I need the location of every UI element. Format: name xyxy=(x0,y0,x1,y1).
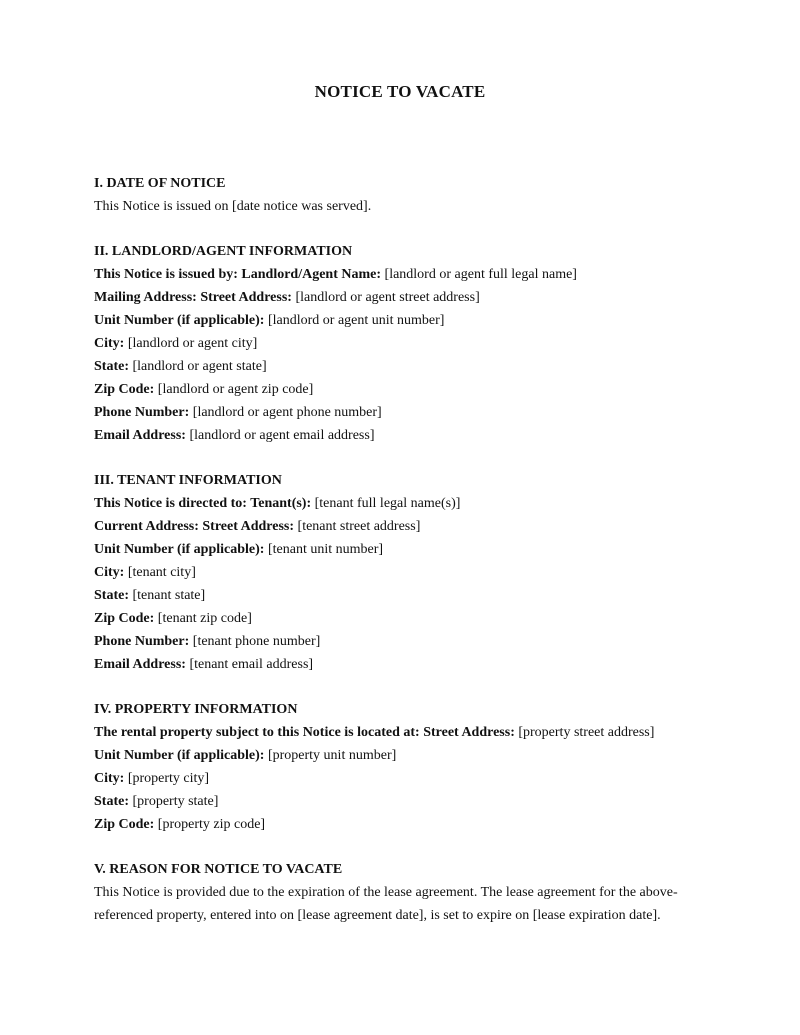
reason-paragraph-line: referenced property, entered into on [lease agreement date], is set to expire on [lease expiration date]. xyxy=(94,908,661,923)
field-property-city xyxy=(94,767,706,790)
field-landlord-unit-number xyxy=(94,309,706,332)
field-value: [landlord or agent email address] xyxy=(189,428,375,443)
field-label: Email Address: xyxy=(94,428,186,443)
field-label: Email Address: xyxy=(94,657,186,672)
field-value: [tenant city] xyxy=(127,565,196,580)
field-value: [property street address] xyxy=(518,725,655,740)
field-label: Unit Number (if applicable): xyxy=(94,748,265,763)
field-label: Zip Code: xyxy=(94,611,155,626)
field-label: State: xyxy=(94,794,129,809)
reason-paragraph-line: This Notice is provided due to the expiration of the lease agreement. The lease agreement for the above- xyxy=(94,885,678,900)
field-tenant-zip-code xyxy=(94,607,706,630)
section-heading: II. LANDLORD/AGENT INFORMATION xyxy=(94,244,353,259)
field-tenant-name xyxy=(94,492,706,515)
field-label: State: xyxy=(94,588,129,603)
field-property-state xyxy=(94,790,706,813)
field-value: [landlord or agent zip code] xyxy=(157,382,314,397)
field-label: Unit Number (if applicable): xyxy=(94,542,265,557)
document-body xyxy=(94,172,706,949)
field-label: Current Address: Street Address: xyxy=(94,519,295,534)
section-heading: I. DATE OF NOTICE xyxy=(94,176,226,191)
field-value: [landlord or agent state] xyxy=(132,359,267,374)
field-value: [landlord or agent street address] xyxy=(295,290,480,305)
field-label: The rental property subject to this Notice is located at: Street Address: xyxy=(94,725,515,740)
section-date-of-notice xyxy=(94,172,706,218)
field-value: [tenant unit number] xyxy=(267,542,384,557)
field-value: [landlord or agent unit number] xyxy=(267,313,445,328)
section-heading: III. TENANT INFORMATION xyxy=(94,473,282,488)
field-value: [tenant street address] xyxy=(297,519,421,534)
field-label: This Notice is issued by: Landlord/Agent Name: xyxy=(94,267,382,282)
field-tenant-email-address xyxy=(94,653,706,676)
section-landlord-information xyxy=(94,240,706,447)
field-value: [tenant full legal name(s)] xyxy=(314,496,461,511)
section-tenant-information xyxy=(94,469,706,676)
field-value: [landlord or agent phone number] xyxy=(192,405,382,420)
field-label: City: xyxy=(94,771,125,786)
field-label: State: xyxy=(94,359,129,374)
field-value: [tenant zip code] xyxy=(157,611,252,626)
field-label: City: xyxy=(94,565,125,580)
field-property-zip-code xyxy=(94,813,706,836)
field-tenant-unit-number xyxy=(94,538,706,561)
field-value: [property city] xyxy=(127,771,210,786)
field-value: [landlord or agent city] xyxy=(127,336,258,351)
field-label: Zip Code: xyxy=(94,382,155,397)
field-label: Unit Number (if applicable): xyxy=(94,313,265,328)
section-heading: IV. PROPERTY INFORMATION xyxy=(94,702,298,717)
field-label: Zip Code: xyxy=(94,817,155,832)
field-value: [property zip code] xyxy=(157,817,266,832)
field-label: City: xyxy=(94,336,125,351)
field-property-street-address xyxy=(94,721,706,744)
section-reason-for-notice xyxy=(94,858,706,927)
field-landlord-name xyxy=(94,263,706,286)
field-value: [property state] xyxy=(132,794,219,809)
field-label: Phone Number: xyxy=(94,405,190,420)
document-title: NOTICE TO VACATE xyxy=(314,82,486,101)
field-value: [tenant email address] xyxy=(189,657,314,672)
field-landlord-phone-number xyxy=(94,401,706,424)
field-property-unit-number xyxy=(94,744,706,767)
field-tenant-phone-number xyxy=(94,630,706,653)
field-label: Mailing Address: Street Address: xyxy=(94,290,292,305)
field-value: [landlord or agent full legal name] xyxy=(384,267,577,282)
field-landlord-email-address xyxy=(94,424,706,447)
field-landlord-city xyxy=(94,332,706,355)
field-label: Phone Number: xyxy=(94,634,190,649)
field-tenant-city xyxy=(94,561,706,584)
section-heading: V. REASON FOR NOTICE TO VACATE xyxy=(94,862,343,877)
field-value: [tenant state] xyxy=(132,588,206,603)
field-tenant-state xyxy=(94,584,706,607)
field-value: [property unit number] xyxy=(267,748,397,763)
field-landlord-street-address xyxy=(94,286,706,309)
field-value: [tenant phone number] xyxy=(192,634,321,649)
section-text: This Notice is issued on [date notice was served]. xyxy=(94,199,372,214)
field-landlord-state xyxy=(94,355,706,378)
field-label: This Notice is directed to: Tenant(s): xyxy=(94,496,312,511)
field-landlord-zip-code xyxy=(94,378,706,401)
field-tenant-street-address xyxy=(94,515,706,538)
section-property-information xyxy=(94,698,706,836)
